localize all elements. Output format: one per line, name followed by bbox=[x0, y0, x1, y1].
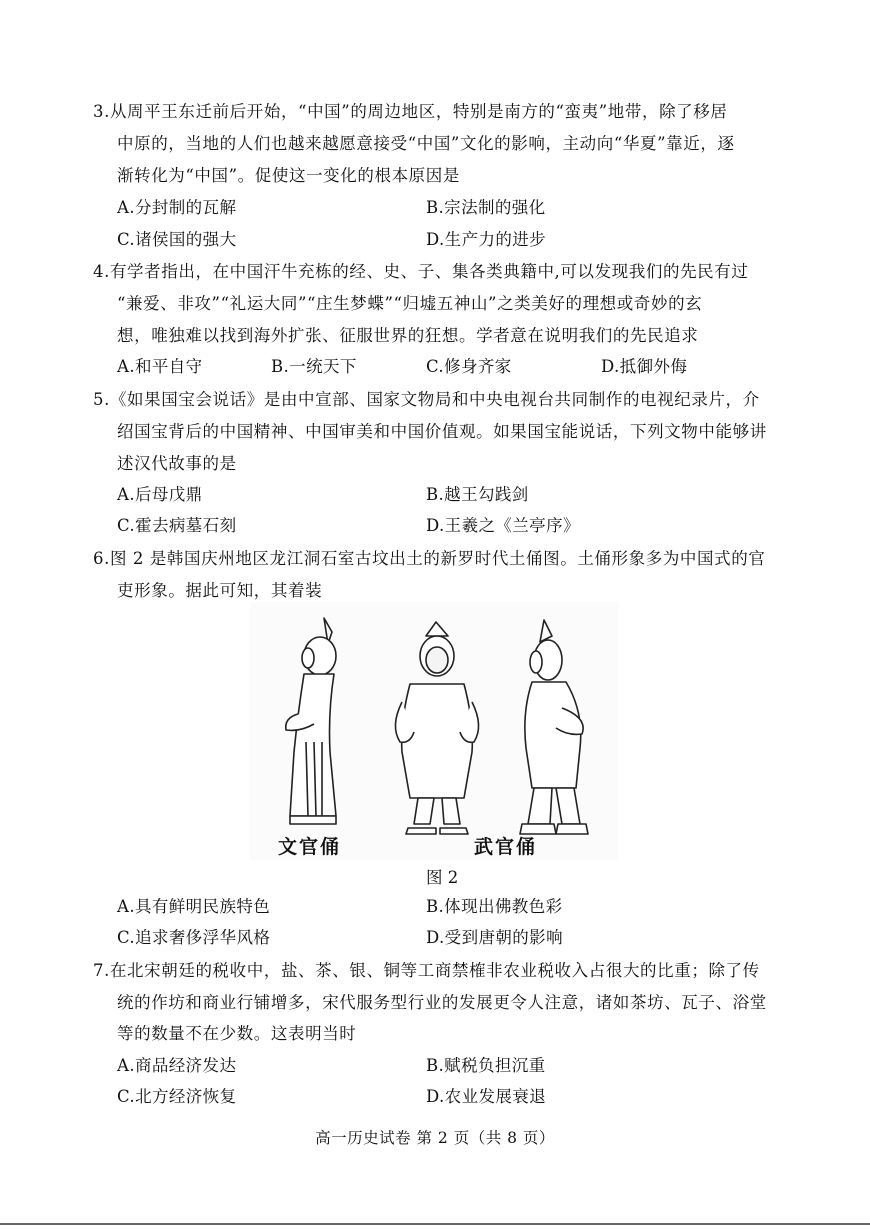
question-6-option-a: A.具有鲜明民族特色 bbox=[117, 897, 271, 916]
figurines-illustration bbox=[250, 602, 618, 860]
question-6-line-1: 6.图 2 是韩国庆州地区龙江洞石室古坟出土的新罗时代土俑图。土俑形象多为中国式的官 bbox=[93, 549, 766, 568]
question-6-option-d: D.受到唐朝的影响 bbox=[426, 928, 563, 947]
question-4-line-3: 想，唯独难以找到海外扩张、征服世界的狂想。学者意在说明我们的先民追求 bbox=[117, 326, 699, 345]
question-5-line-3: 述汉代故事的是 bbox=[117, 454, 237, 473]
question-4-option-b: B.一统天下 bbox=[271, 357, 357, 376]
page-footer: 高一历史试卷 第 2 页（共 8 页） bbox=[315, 1129, 555, 1147]
question-4-line-2: “兼爱、非攻”“礼运大同”“庄生梦蝶”“归墟五神山”之类美好的理想或奇妙的玄 bbox=[117, 294, 703, 313]
question-7-line-1: 7.在北宋朝廷的税收中，盐、茶、银、铜等工商禁榷非农业税收入占很大的比重；除了传 bbox=[93, 961, 760, 980]
military-official-figurine-side bbox=[520, 620, 588, 834]
question-3-line-3: 渐转化为“中国”。促使这一变化的根本原因是 bbox=[117, 166, 460, 185]
question-3-line-1: 3.从周平王东迁前后开始，“中国”的周边地区，特别是南方的“蛮夷”地带，除了移居 bbox=[93, 102, 728, 121]
civil-official-figurine bbox=[286, 618, 336, 824]
question-7-line-3: 等的数量不在少数。这表明当时 bbox=[117, 1024, 357, 1043]
question-3-option-b: B.宗法制的强化 bbox=[426, 198, 546, 217]
question-7-line-2: 统的作坊和商业行铺增多，宋代服务型行业的发展更令人注意，诸如茶坊、瓦子、浴堂 bbox=[117, 993, 767, 1012]
figurines-drawing bbox=[250, 602, 618, 860]
question-5-option-b: B.越王勾践剑 bbox=[426, 485, 529, 504]
question-5-line-2: 绍国宝背后的中国精神、中国审美和中国价值观。如果国宝能说话，下列文物中能够讲 bbox=[117, 422, 767, 441]
question-3-option-c: C.诸侯国的强大 bbox=[117, 230, 237, 249]
question-6-option-b: B.体现出佛教色彩 bbox=[426, 897, 563, 916]
question-4-option-d: D.抵御外侮 bbox=[601, 357, 688, 376]
military-official-figurine-front bbox=[395, 622, 478, 834]
question-3-line-2: 中原的，当地的人们也越来越愿意接受“中国”文化的影响，主动向“华夏”靠近，逐 bbox=[117, 134, 735, 153]
question-4-option-a: A.和平自守 bbox=[117, 357, 203, 376]
question-7-option-d: D.农业发展衰退 bbox=[426, 1087, 547, 1106]
question-6-line-2: 吏形象。据此可知，其着装 bbox=[117, 581, 323, 600]
question-4-line-1: 4.有学者指出，在中国汗牛充栋的经、史、子、集各类典籍中,可以发现我们的先民有过 bbox=[93, 262, 749, 281]
question-7-option-c: C.北方经济恢复 bbox=[117, 1087, 237, 1106]
question-3-option-a: A.分封制的瓦解 bbox=[117, 198, 237, 217]
figure-label-military: 武官俑 bbox=[474, 836, 538, 858]
question-5-option-d: D.王羲之《兰亭序》 bbox=[426, 516, 580, 535]
bottom-rule bbox=[0, 1223, 870, 1225]
figure-caption: 图 2 bbox=[426, 868, 459, 887]
question-5-option-c: C.霍去病墓石刻 bbox=[117, 516, 237, 535]
question-7-option-a: A.商品经济发达 bbox=[117, 1056, 237, 1075]
question-5-option-a: A.后母戊鼎 bbox=[117, 485, 203, 504]
question-7-option-b: B.赋税负担沉重 bbox=[426, 1056, 546, 1075]
question-3-option-d: D.生产力的进步 bbox=[426, 230, 547, 249]
question-5-line-1: 5.《如果国宝会说话》是由中宣部、国家文物局和中央电视台共同制作的电视纪录片，介 bbox=[93, 390, 760, 409]
figure-label-civil: 文官俑 bbox=[278, 836, 342, 858]
question-4-option-c: C.修身齐家 bbox=[426, 357, 512, 376]
question-6-option-c: C.追求奢侈浮华风格 bbox=[117, 928, 271, 947]
